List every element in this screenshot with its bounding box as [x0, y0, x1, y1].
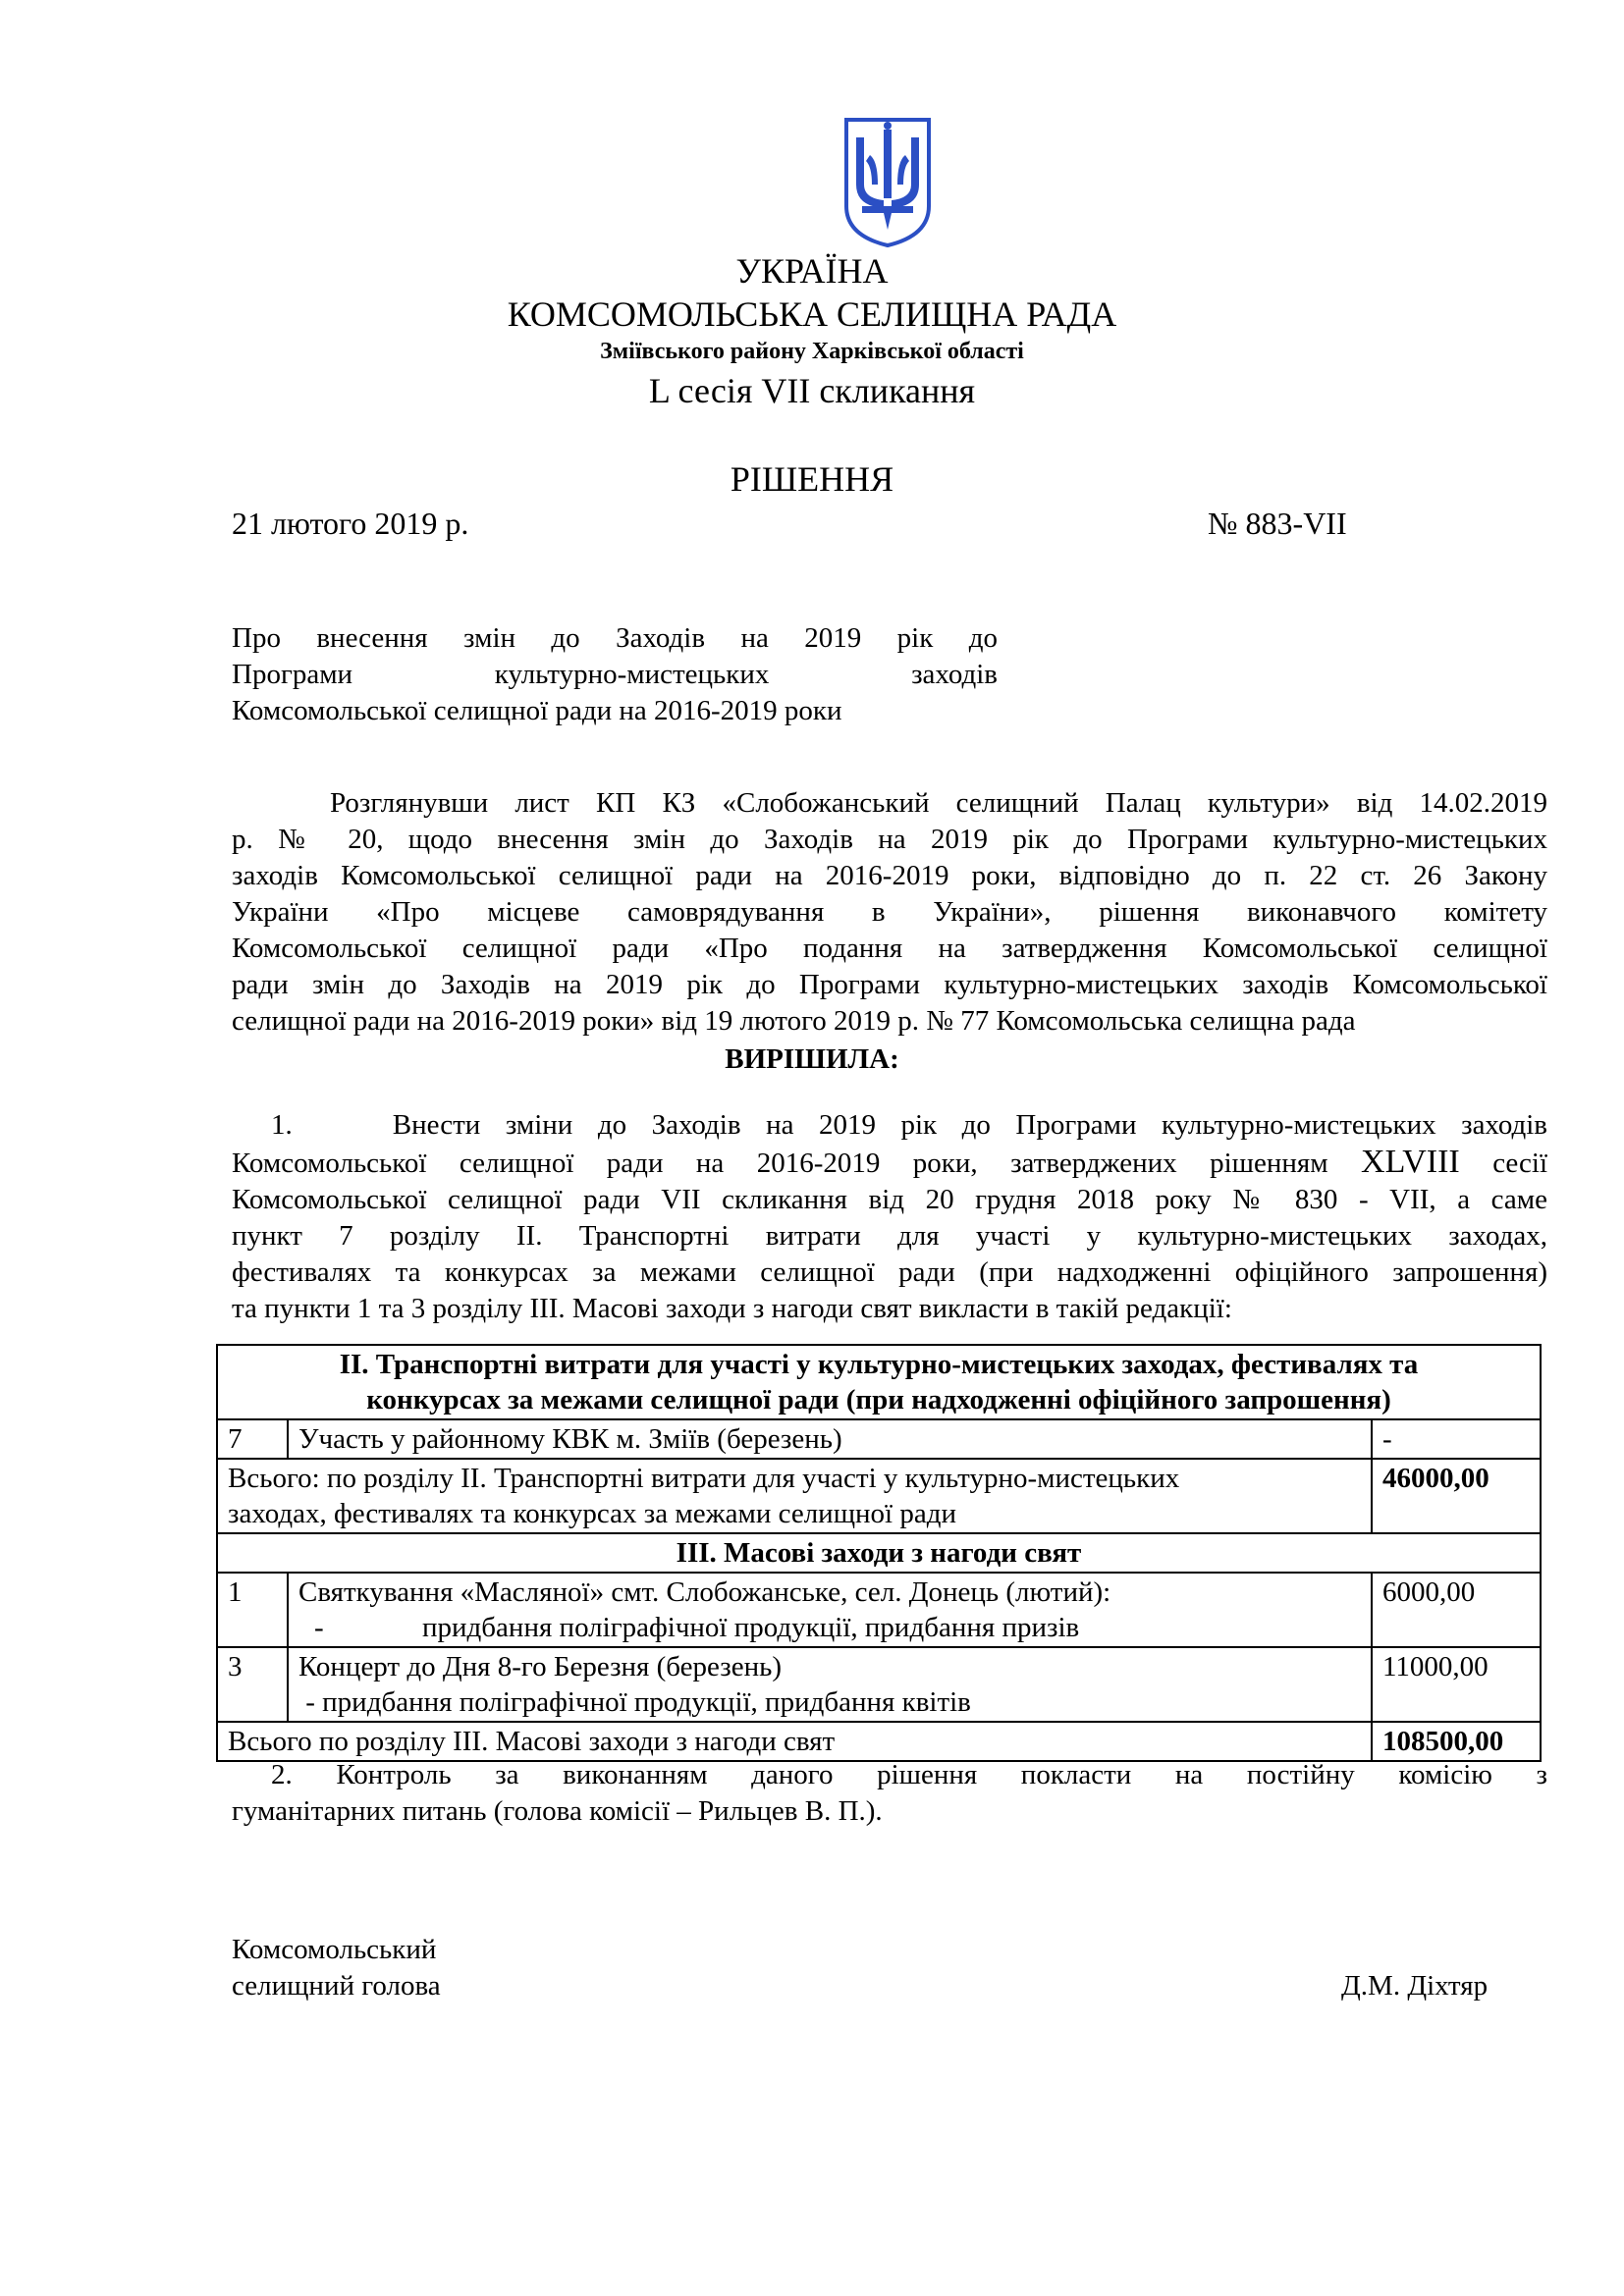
signer-position-line: селищний голова	[232, 1970, 441, 2002]
item-1-line: пункт 7 розділу ІІ. Транспортні витрати для участі у культурно-мистецьких заходах,	[232, 1220, 1547, 1252]
item-2-line: 2. Контроль за виконанням даного рішення покласти на постійну комісію з	[271, 1759, 1547, 1790]
item-1-line: та пункти 1 та 3 розділу ІІІ. Масові заходи з нагоди свят викласти в такій редакції:	[232, 1293, 1232, 1324]
row-name-line: Святкування «Масляної» смт. Слобожанське, сел. Донець (лютий):	[298, 1576, 1111, 1608]
section-3-total-label: Всього по розділу ІІІ. Масові заходи з нагоди свят	[217, 1722, 1372, 1761]
row-number: 1	[217, 1573, 288, 1647]
signer-name: Д.М. Діхтяр	[1341, 1970, 1489, 2002]
decision-date: 21 лютого 2019 р.	[232, 506, 469, 541]
item-1-paragraph	[232, 1107, 1547, 1327]
table-row	[217, 1533, 1541, 1573]
item-1-line: Комсомольської селищної ради VII скликання від 20 грудня 2018 року № 830 - VII, а саме	[232, 1184, 1547, 1215]
section-3-title: ІІІ. Масові заходи з нагоди свят	[217, 1533, 1541, 1573]
decision-subject	[232, 620, 998, 729]
row-name: Участь у районному КВК м. Зміїв (березень)	[288, 1419, 1372, 1459]
item-1-text: Внести зміни до Заходів на 2019 рік до Програми культурно-мистецьких заходів	[392, 1109, 1548, 1141]
section-2-total-label	[217, 1459, 1372, 1533]
item-2-line: гуманітарних питань (голова комісії – Рильцев В. П.).	[232, 1795, 883, 1827]
section-2-title-line: конкурсах за межами селищної ради (при надходженні офіційного запрошення)	[366, 1384, 1391, 1415]
row-name	[288, 1573, 1372, 1647]
coat-of-arms-icon	[842, 116, 933, 249]
preamble-line: селищної ради на 2016-2019 роки» від 19 лютого 2019 р. № 77 Комсомольська селищна рада	[232, 1005, 1356, 1037]
total-label-line: Всього: по розділу ІІ. Транспортні витрати для участі у культурно-мистецьких	[228, 1463, 1180, 1494]
item-1-text: сесії	[1492, 1148, 1548, 1179]
table-row	[217, 1573, 1541, 1647]
row-name-line: придбання поліграфічної продукції, придбання призів	[422, 1612, 1080, 1643]
row-value: 11000,00	[1372, 1647, 1541, 1722]
row-number: 7	[217, 1419, 288, 1459]
preamble-line: р. № 20, щодо внесення змін до Заходів на 2019 рік до Програми культурно-мистецьких	[232, 824, 1547, 855]
table-row	[217, 1345, 1541, 1419]
preamble-line: Комсомольської селищної ради «Про подання на затвердження Комсомольської селищної	[232, 933, 1547, 964]
section-2-title	[217, 1345, 1541, 1419]
preamble-line: України «Про місцеве самоврядування в України», рішення виконавчого комітету	[232, 896, 1547, 928]
decision-title: РІШЕННЯ	[730, 459, 894, 499]
district-subheading: Зміївського району Харківської області	[600, 339, 1024, 364]
table-row	[217, 1419, 1541, 1459]
preamble-paragraph	[232, 785, 1547, 1040]
total-label-line: заходах, фестивалях та конкурсах за межами селищної ради	[228, 1498, 956, 1529]
row-name-line: Концерт до Дня 8-го Березня (березень)	[298, 1651, 782, 1682]
table-row	[217, 1722, 1541, 1761]
subject-line: Програми культурно-мистецьких заходів	[232, 659, 998, 690]
item-1-number: 1.	[271, 1109, 293, 1141]
session-heading: L сесія VII скликання	[648, 371, 976, 410]
item-1-text: Комсомольської селищної ради на 2016-2019 роки, затверджених рішенням	[232, 1148, 1328, 1179]
item-2-paragraph	[232, 1757, 1547, 1830]
row-dash: -	[314, 1612, 324, 1643]
signer-position-line: Комсомольський	[232, 1934, 437, 1965]
council-heading: КОМСОМОЛЬСЬКА СЕЛИЩНА РАДА	[507, 294, 1117, 334]
decision-number: № 883-VII	[1208, 506, 1347, 541]
section-3-total-value: 108500,00	[1372, 1722, 1541, 1761]
preamble-line: ради змін до Заходів на 2019 рік до Програми культурно-мистецьких заходів Комсомольської	[232, 969, 1547, 1000]
row-value: -	[1372, 1419, 1541, 1459]
row-value: 6000,00	[1372, 1573, 1541, 1647]
country-heading: УКРАЇНА	[735, 251, 889, 291]
row-name-line: - придбання поліграфічної продукції, придбання квітів	[298, 1686, 971, 1718]
resolved-heading: ВИРІШИЛА:	[725, 1043, 899, 1075]
measures-table	[216, 1344, 1542, 1762]
row-number: 3	[217, 1647, 288, 1722]
signer-position	[232, 1932, 441, 2004]
item-1-first-line	[232, 1107, 1547, 1144]
table-row	[217, 1459, 1541, 1533]
section-2-total-value: 46000,00	[1372, 1459, 1541, 1533]
session-roman-numeral: XLVIII	[1361, 1144, 1460, 1180]
subject-line: Комсомольської селищної ради на 2016-2019 роки	[232, 695, 842, 726]
item-1-line	[232, 1144, 1547, 1182]
preamble-line: Розглянувши лист КП КЗ «Слобожанський селищний Палац культури» від 14.02.2019	[330, 787, 1547, 819]
item-1-line: фестивалях та конкурсах за межами селищної ради (при надходженні офіційного запрошення)	[232, 1256, 1547, 1288]
subject-line: Про внесення змін до Заходів на 2019 рік до	[232, 622, 998, 654]
row-name	[288, 1647, 1372, 1722]
table-row	[217, 1647, 1541, 1722]
preamble-line: заходів Комсомольської селищної ради на 2016-2019 роки, відповідно до п. 22 ст. 26 Закону	[232, 860, 1547, 891]
section-2-title-line: ІІ. Транспортні витрати для участі у культурно-мистецьких заходах, фестивалях та	[339, 1349, 1419, 1380]
